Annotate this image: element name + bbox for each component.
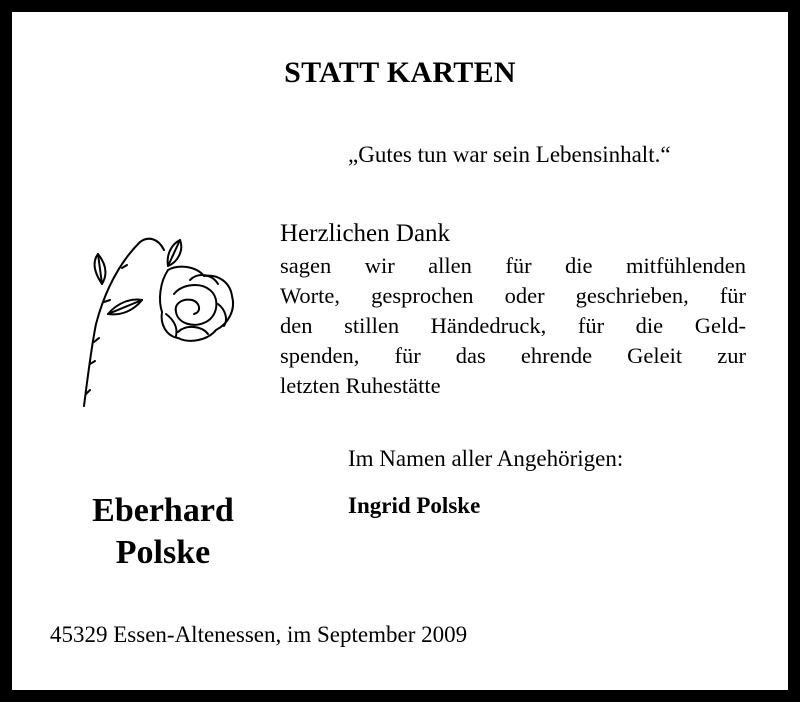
thanks-line: den stillen Händedruck, für die Geld- bbox=[280, 313, 746, 338]
thanks-text bbox=[280, 251, 746, 401]
signer-name: Ingrid Polske bbox=[348, 493, 481, 518]
location-date: 45329 Essen-Altenessen, im September 2009 bbox=[50, 622, 468, 647]
thanks-title: Herzlichen Dank bbox=[280, 220, 451, 247]
obituary-card bbox=[12, 12, 788, 690]
thanks-line: Worte, gesprochen oder geschrieben, für bbox=[280, 283, 746, 308]
thanks-line: letzten Ruhestätte bbox=[280, 373, 441, 398]
thanks-line: sagen wir allen für die mitfühlenden bbox=[280, 253, 746, 278]
on-behalf-text: Im Namen aller Angehörigen: bbox=[348, 446, 624, 471]
thanks-line: spenden, für das ehrende Geleit zur bbox=[280, 343, 746, 368]
notice-heading: STATT KARTEN bbox=[284, 56, 516, 89]
memorial-quote: „Gutes tun war sein Lebensinhalt.“ bbox=[348, 142, 671, 167]
deceased-first-name: Eberhard bbox=[92, 492, 234, 529]
rose-icon bbox=[78, 224, 248, 414]
deceased-name bbox=[68, 490, 258, 574]
deceased-last-name: Polske bbox=[115, 534, 211, 571]
